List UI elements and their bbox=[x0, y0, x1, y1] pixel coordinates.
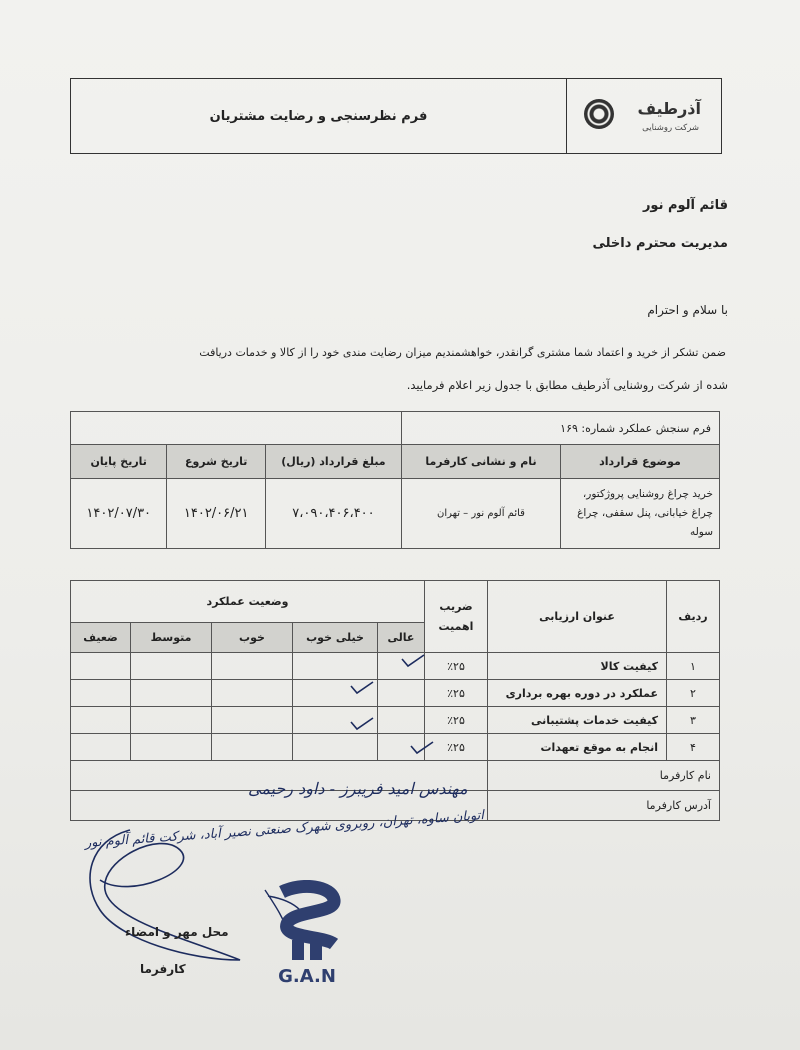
start-date: ۱۴۰۲/۰۶/۲۱ bbox=[167, 479, 265, 549]
checkmark-icon bbox=[401, 653, 425, 667]
eval-row: ۲ عملکرد در دوره بهره برداری ٪۲۵ bbox=[71, 680, 720, 707]
svg-text:G.A.N: G.A.N bbox=[278, 966, 336, 987]
body-line-2: شده از شرکت روشنایی آذرطیف مطابق با جدول زیر اعلام فرمایید. bbox=[406, 378, 728, 392]
eval-row: ۳ کیفیت خدمات پشتیبانی ٪۲۵ bbox=[71, 707, 720, 734]
header-weight: ضریب اهمیت bbox=[425, 581, 488, 653]
logo-subtitle: شرکت روشنایی bbox=[642, 123, 699, 133]
salutation-line: مدیریت محترم داخلی bbox=[592, 236, 728, 251]
body-line-1: ضمن تشکر از خرید و اعتماد شما مشتری گرانقدر، خواهشمندیم میزان رضایت مندی خود را از کالا و خدمات دریافت bbox=[199, 346, 726, 359]
header-good: خوب bbox=[212, 623, 293, 653]
logo-ring-icon bbox=[584, 99, 614, 129]
checkmark-icon bbox=[410, 740, 434, 754]
header-start-date: تاریخ شروع bbox=[167, 445, 265, 479]
end-date: ۱۴۰۲/۰۷/۳۰ bbox=[71, 479, 167, 549]
contract-table bbox=[70, 411, 720, 549]
client-name: قائم آلوم نور – تهران bbox=[401, 479, 560, 549]
header-weak: ضعیف bbox=[71, 623, 131, 653]
header-average: متوسط bbox=[131, 623, 212, 653]
client-name-label: نام کارفرما bbox=[488, 761, 720, 791]
header-eval-title: عنوان ارزیابی bbox=[488, 581, 667, 653]
contract-subject: خرید چراغ روشنایی پروژکتور، چراغ خیابانی، پنل سقفی، چراغ سوله bbox=[560, 479, 719, 549]
contract-amount: ۷،۰۹۰،۴۰۶،۴۰۰ bbox=[265, 479, 401, 549]
header-contract-subject: موضوع قرارداد bbox=[560, 445, 719, 479]
form-number: فرم سنجش عملکرد شماره: ۱۶۹ bbox=[401, 412, 719, 445]
recipient-name: قائم آلوم نور bbox=[642, 198, 728, 213]
greeting: با سلام و احترام bbox=[647, 303, 728, 317]
company-stamp-icon bbox=[262, 880, 352, 990]
header-excellent: عالی bbox=[378, 623, 425, 653]
form-header bbox=[70, 78, 722, 154]
header-performance-status: وضعیت عملکرد bbox=[71, 581, 425, 623]
signature-label: محل مهر و امضاء bbox=[125, 925, 229, 939]
header-amount: مبلغ قرارداد (ریال) bbox=[265, 445, 401, 479]
logo-name: آذرطیف bbox=[637, 99, 701, 118]
checkmark-icon bbox=[350, 680, 374, 694]
eval-row: ۱ کیفیت کالا ٪۲۵ bbox=[71, 653, 720, 680]
header-row-number: ردیف bbox=[667, 581, 720, 653]
checkmark-icon bbox=[350, 716, 374, 730]
company-logo bbox=[566, 79, 721, 153]
header-very-good: خیلی خوب bbox=[293, 623, 378, 653]
signature-role: کارفرما bbox=[140, 962, 186, 976]
handwritten-client-name: مهندس امید فریبرز - داود رحیمی bbox=[248, 779, 468, 798]
client-address-label: آدرس کارفرما bbox=[488, 791, 720, 821]
header-end-date: تاریخ پایان bbox=[71, 445, 167, 479]
form-title: فرم نظرسنجی و رضایت مشتریان bbox=[209, 108, 428, 124]
handwritten-client-address: اتوبان ساوه، تهران، روبروی شهرک صنعتی نصیر آباد، شرکت قائم آلوم نور bbox=[84, 808, 485, 851]
header-client: نام و نشانی کارفرما bbox=[401, 445, 560, 479]
eval-row: ۴ انجام به موقع تعهدات ٪۲۵ bbox=[71, 734, 720, 761]
